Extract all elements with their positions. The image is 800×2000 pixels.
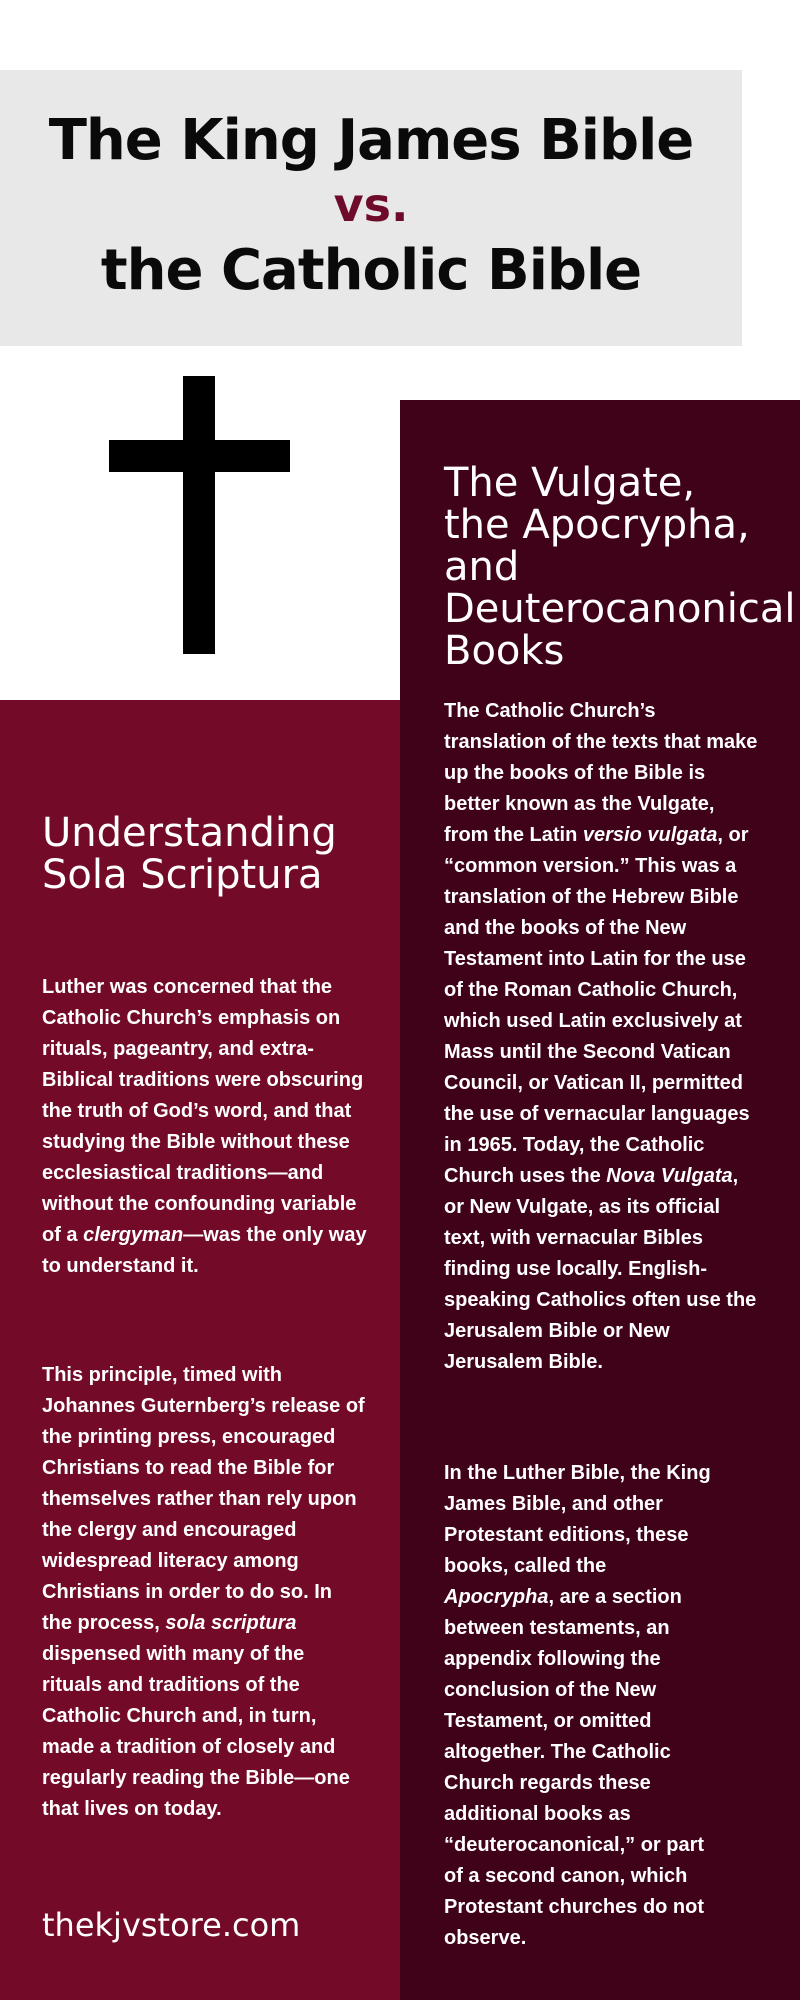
site-url: thekjvstore.com [42, 1906, 301, 1944]
italic-text: clergyman [83, 1224, 184, 1246]
italic-text: versio vulgata [582, 824, 718, 846]
italic-text: Apocrypha [444, 1586, 549, 1608]
page-title-vs: vs. [333, 178, 409, 232]
text-run: —was the only way to understand it. [42, 1224, 367, 1277]
sola-scriptura-paragraph-1 [42, 972, 367, 1282]
text-run: The Catholic Church’s translation of the texts that make up the books of the Bible is better known as the Vulgate, from the Latin [444, 700, 758, 846]
text-run: In the Luther Bible, the King James Bible, and other Protestant editions, these books, called the [444, 1462, 711, 1577]
text-run: This principle, timed with Johannes Guternberg’s release of the printing press, encouraged Christians to read the Bible for themselves rather than rely upon the clergy and encouraged widespread literacy among Christians in order to do so. In the process, [42, 1364, 365, 1634]
text-run: , are a section between testaments, an appendix following the conclusion of the New Testament, or omitted altogether. The Catholic Church regards these additional books as “deuterocanonical,” or part of a second canon, which Protestant churches do not observe. [444, 1586, 705, 1949]
sola-scriptura-heading: Understanding Sola Scriptura [42, 810, 337, 898]
page-title-line-2: the Catholic Bible [100, 238, 642, 303]
text-run: , or New Vulgate, as its official text, with vernacular Bibles finding use locally. English-speaking Catholics often use the Jerusalem Bible or New Jerusalem Bible. [444, 1165, 757, 1373]
sola-scriptura-panel [0, 700, 400, 2000]
cross-icon [109, 376, 290, 654]
text-run: Luther was concerned that the Catholic Church’s emphasis on rituals, pageantry, and extra-Biblical traditions were obscuring the truth of God’s word, and that studying the Bible without these ecclesiastical traditions—and without the confounding variable of a [42, 976, 364, 1246]
cross-horizontal-bar [109, 440, 290, 472]
title-banner [0, 70, 742, 346]
vulgate-paragraph-2 [444, 1458, 714, 1954]
vulgate-heading: The Vulgate, the Apocrypha, and Deuterocanonical Books [444, 460, 796, 674]
text-run: , or “common version.” This was a translation of the Hebrew Bible and the books of the New Testament into Latin for the use of the Roman Catholic Church, which used Latin exclusively at Mass until the Second Vatican Council, or Vatican II, permitted the use of vernacular languages in 1965. Today, the Catholic Church uses the [444, 824, 750, 1187]
italic-text: sola scriptura [165, 1612, 297, 1634]
cross-vertical-bar [183, 376, 215, 654]
italic-text: Nova Vulgata [606, 1165, 733, 1187]
vulgate-panel [400, 400, 800, 2000]
page-title-line-1: The King James Bible [48, 108, 694, 173]
sola-scriptura-paragraph-2 [42, 1360, 367, 1825]
vulgate-paragraph-1 [444, 696, 759, 1378]
text-run: dispensed with many of the rituals and traditions of the Catholic Church and, in turn, made a tradition of closely and regularly reading the Bible—one that lives on today. [42, 1643, 350, 1820]
